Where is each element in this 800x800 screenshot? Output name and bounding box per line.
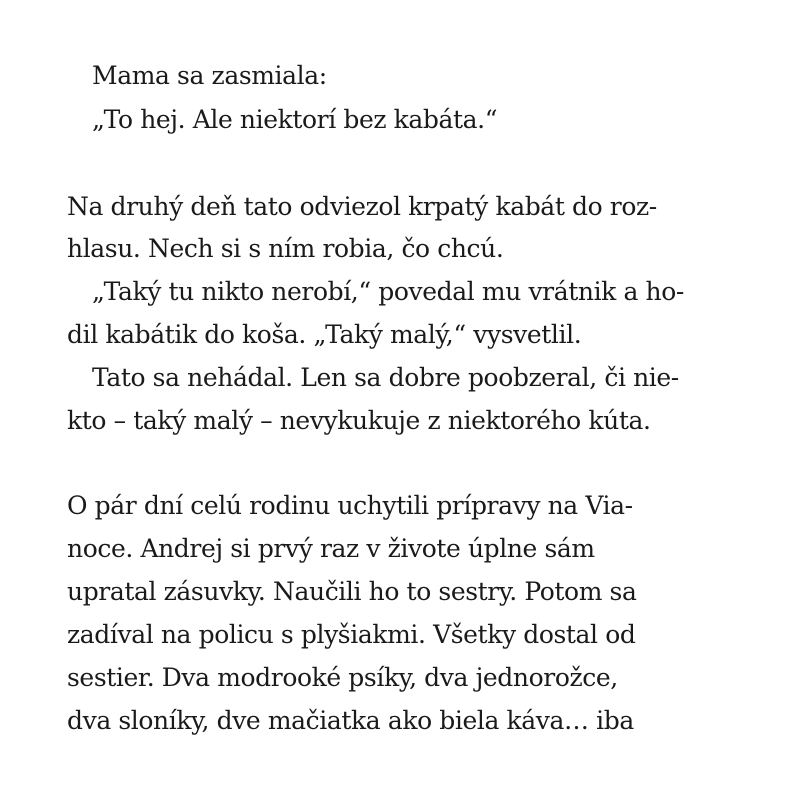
text-line: sestier. Dva modrooké psíky, dva jednorožce, bbox=[67, 663, 618, 692]
text-line: dva sloníky, dve mačiatka ako biela káva… iba bbox=[67, 706, 634, 735]
text-line: „Taký tu nikto nerobí,“ povedal mu vrátnik a ho- bbox=[92, 277, 684, 306]
text-line: kto – taký malý – nevykukuje z niektorého kúta. bbox=[67, 406, 651, 435]
text-line: noce. Andrej si prvý raz v živote úplne sám bbox=[67, 534, 595, 563]
text-line: upratal zásuvky. Naučili ho to sestry. Potom sa bbox=[67, 577, 637, 606]
text-line: „To hej. Ale niektorí bez kabáta.“ bbox=[92, 105, 498, 134]
text-line: Na druhý deň tato odviezol krpatý kabát do roz- bbox=[67, 192, 657, 221]
text-line: dil kabátik do koša. „Taký malý,“ vysvetlil. bbox=[67, 320, 582, 349]
text-line: zadíval na policu s plyšiakmi. Všetky dostal od bbox=[67, 620, 636, 649]
text-line: Mama sa zasmiala: bbox=[92, 61, 327, 90]
text-line: hlasu. Nech si s ním robia, čo chcú. bbox=[67, 234, 504, 263]
text-line: Tato sa nehádal. Len sa dobre poobzeral, či nie- bbox=[92, 363, 679, 392]
text-line: O pár dní celú rodinu uchytili prípravy na Via- bbox=[67, 491, 633, 520]
